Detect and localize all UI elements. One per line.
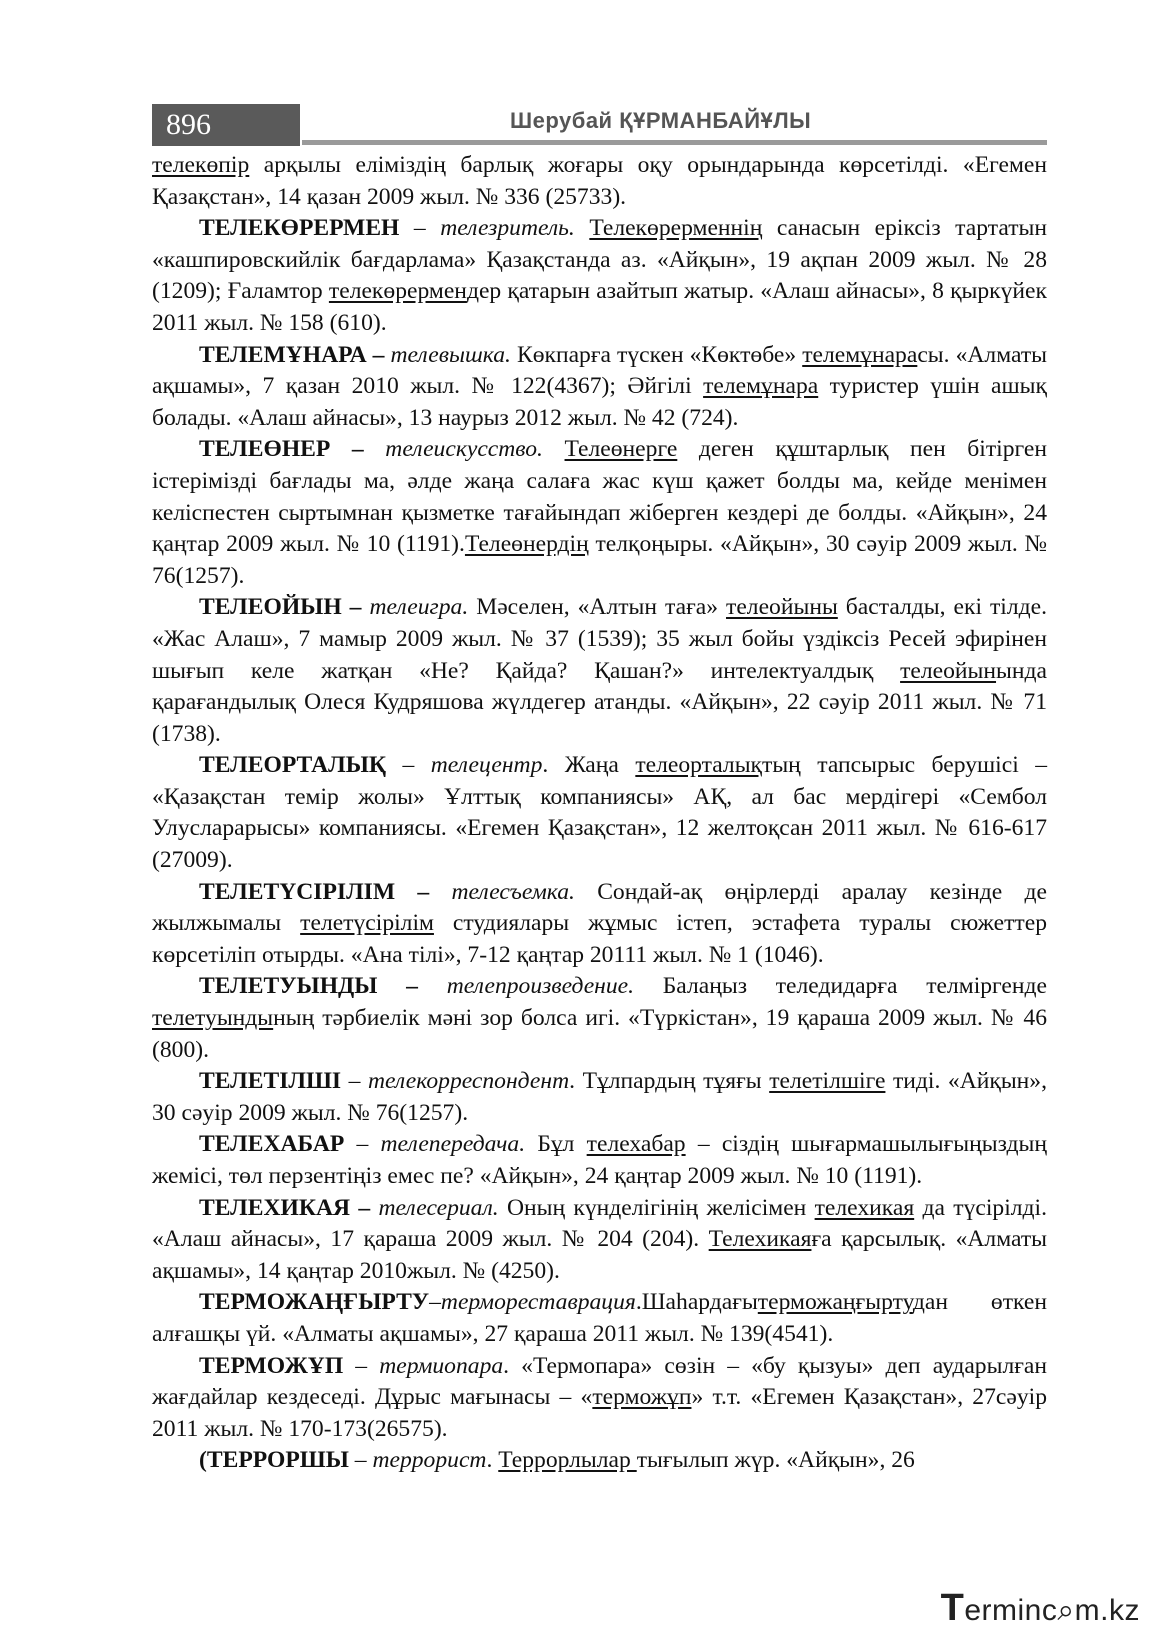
- russian-translation: телесериал.: [378, 1194, 499, 1221]
- text-run: ында қарағандылық Олеся Кудряшова жүлдегер атанды. «Айқын», 22 сәуір 2011 жыл. № 71 (1738).: [152, 657, 1047, 747]
- underlined-term: телетуынды: [152, 1005, 274, 1032]
- watermark-text: erminc: [964, 1594, 1058, 1627]
- headword: (ТЕРРОРШЫ: [199, 1447, 349, 1474]
- text-run: [543, 436, 565, 462]
- underlined-term: телекөпір: [152, 152, 250, 178]
- text-run: Көкпарға түскен «Көктөбе»: [510, 341, 803, 368]
- underlined-term: телемұнара: [802, 341, 918, 368]
- headword: ТЕРМОЖҰП: [199, 1352, 344, 1379]
- text-run: – сіздің шығармашылығыңыздың жемісі, төл перзентіңіз емес пе? «Айқын», 24 қаңтар 2009 жыл. № 10 (1191).: [152, 1131, 1048, 1189]
- dictionary-entry: [152, 1287, 1047, 1350]
- russian-translation: телекорреспондент: [367, 1068, 570, 1095]
- text-run: туристер үшін ашық болады. «Алаш айнасы», 13 наурыз 2012 жыл. № 42 (724).: [152, 373, 1047, 431]
- headword: ТЕЛЕХИКАЯ –: [199, 1194, 371, 1221]
- russian-translation: термореставрация: [440, 1289, 636, 1316]
- text-run: ның тәрбиелік мәні зор болса игі. «Түркістан», 19 қараша 2009 жыл. № 46 (800).: [152, 1005, 1047, 1063]
- text-run: Бұл: [525, 1131, 587, 1158]
- underlined-term: телеойын: [900, 657, 997, 684]
- headword: ТЕЛЕТҮСІРІЛІМ –: [199, 878, 430, 905]
- dictionary-entry: [152, 750, 1047, 876]
- headword: ТЕЛЕХАБАР: [199, 1131, 345, 1158]
- underlined-term: телетүсірілім: [300, 910, 434, 937]
- text-run: –: [343, 1352, 380, 1379]
- text-run: [575, 215, 590, 241]
- dictionary-entry: [152, 1445, 1047, 1477]
- text-run: арқылы еліміздің барлық жоғары оқу орындарында көрсетілді. «Егемен Қазақстан», 14 қазан 2009 жыл. № 336 (25733).: [152, 152, 1047, 210]
- russian-translation: террорист: [372, 1447, 487, 1474]
- headword: ТЕЛЕКӨРЕРМЕН: [199, 215, 400, 242]
- underlined-term: телехикая: [814, 1194, 915, 1221]
- text-run: санасын еріксіз тартатын «кашпировскийлік бағдарлама» Қазақстанда аз. «Айқын», 19 ақпан 2009 жыл. № 28 (1209); Ғаламтор: [152, 215, 1047, 305]
- text-run: . Тұлпардың тұяғы: [569, 1068, 770, 1095]
- dictionary-entry: [152, 1193, 1047, 1288]
- underlined-term: терможұп: [592, 1384, 692, 1411]
- text-run: –: [429, 1289, 441, 1316]
- dictionary-text: [152, 150, 1047, 1477]
- dictionary-entry: [152, 434, 1047, 592]
- magnifier-icon: ⌕: [1057, 1594, 1075, 1627]
- text-run: –: [344, 1131, 381, 1158]
- header-rule: [302, 140, 1047, 145]
- dictionary-entry: [152, 877, 1047, 972]
- text-run: тың тапсырыс берушісі – «Қазақстан темір жолы» Ұлттық компаниясы» АҚ, ал бас мердігері «Сембол Улусларарысы» компаниясы. «Егемен Қазақстан», 12 желтоқсан 2011 жыл. № 616-617 (27009).: [152, 752, 1047, 874]
- text-run: дер қатарын азайтып жатыр. «Алаш айнасы», 8 қыркүйек 2011 жыл. № 158 (610).: [152, 278, 1047, 336]
- russian-translation: телепередача.: [380, 1131, 526, 1158]
- termincom-watermark[interactable]: [941, 1587, 1140, 1630]
- text-run: деген құштарлық пен бітірген істерімізді бағлады ма, әлде жаңа салаға жас күш қажет болды ма, кейде менімен келіспестен сыртымнан қызметке тағайындап жіберген кездері де болды. «Айқын», 24 қаңтар 2009 жыл. № 10 (1191).: [152, 436, 1047, 558]
- text-run: [364, 436, 386, 462]
- russian-translation: телесъемка.: [451, 878, 575, 905]
- dictionary-entry: [152, 592, 1047, 750]
- text-run: .Шаһардағы: [635, 1289, 758, 1316]
- underlined-term: телехабар: [586, 1131, 686, 1158]
- text-run: Балаңыз теледидарға телміргенде: [634, 973, 1047, 1000]
- underlined-term: телекөрермен: [328, 278, 467, 305]
- underlined-term: терможаңғырту: [757, 1289, 913, 1316]
- text-run: студиялары жұмыс істеп, эстафета туралы сюжеттер көрсетіліп отырды. «Ана тілі», 7-12 қаңтар 20111 жыл. № 1 (1046).: [152, 910, 1047, 968]
- headword: ТЕЛЕОЙЫН –: [199, 594, 362, 621]
- underlined-term: телеорталық: [635, 752, 763, 779]
- text-run: Сондай-ақ өңірлерді аралау кезінде де жылжымалы: [152, 878, 1048, 937]
- text-run: тиді. «Айқын», 30 сәуір 2009 жыл. № 76(1257).: [152, 1068, 1047, 1126]
- underlined-term: телетілшіге: [769, 1068, 886, 1095]
- text-run: –: [386, 752, 431, 779]
- text-run: телқоңыры. «Айқын», 30 сәуір 2009 жыл. № 76(1257).: [152, 531, 1047, 589]
- text-run: сы. «Алматы ақшамы», 7 қазан 2010 жыл. № 122(4367); Әйгілі: [152, 341, 1047, 400]
- headword: ТЕЛЕМҰНАРА –: [199, 341, 385, 368]
- russian-translation: телепроизведение.: [446, 973, 635, 1000]
- dictionary-entry: [152, 1129, 1047, 1192]
- headword: ТЕЛЕТУЫНДЫ –: [199, 973, 418, 1000]
- underlined-term: Телеөнерге: [564, 436, 678, 463]
- page-header: [152, 104, 1047, 146]
- text-run: . Жаңа: [542, 752, 636, 779]
- russian-translation: телецентр: [430, 752, 543, 779]
- watermark-first-letter: T: [940, 1587, 965, 1629]
- russian-translation: телеискусство.: [385, 436, 543, 463]
- russian-translation: телезритель.: [440, 215, 575, 242]
- watermark-suffix: m.kz: [1074, 1594, 1140, 1627]
- dictionary-entry: [152, 1066, 1047, 1129]
- text-run: да түсірілді. «Алаш айнасы», 17 қараша 2009 жыл. № 204 (204).: [152, 1194, 1047, 1253]
- text-run: –: [348, 1447, 373, 1474]
- underlined-term: Террорлылар: [498, 1447, 637, 1474]
- text-run: .: [486, 1447, 499, 1474]
- headword: ТЕЛЕӨНЕР –: [199, 436, 364, 463]
- underlined-term: телемұнара: [703, 373, 819, 400]
- text-run: » т.т. «Егемен Қазақстан», 27сәуір 2011 жыл. № 170-173(26575).: [152, 1384, 1047, 1442]
- text-run: –: [399, 215, 441, 242]
- dictionary-entry: [152, 1351, 1047, 1446]
- headword: ТЕЛЕОРТАЛЫҚ: [199, 752, 386, 779]
- text-run: [429, 879, 451, 905]
- headword: ТЕРМОЖАҢҒЫРТУ: [199, 1289, 430, 1316]
- text-run: –: [341, 1068, 368, 1095]
- headword: ТЕЛЕТІЛШІ: [199, 1068, 342, 1095]
- text-run: [418, 973, 447, 999]
- underlined-term: телеойыны: [726, 594, 838, 621]
- text-run: басталды, екі тілде. «Жас Алаш», 7 мамыр 2009 жыл. № 37 (1539); 35 жыл бойы үздіксіз Ресей эфирінен шығып келе жатқан «Не? Қайда? Қашан?» интелектуалдық: [152, 594, 1047, 684]
- underlined-term: Телехикая: [708, 1226, 812, 1253]
- underlined-term: Телекөрерменнің: [589, 215, 763, 242]
- text-run: Мәселен, «Алтын таға»: [468, 594, 727, 621]
- dictionary-entry: [152, 340, 1047, 435]
- dictionary-entry: [152, 213, 1047, 339]
- text-run: дан өткен алғашқы үй. «Алматы ақшамы», 27 қараша 2011 жыл. № 139(4541).: [152, 1289, 1047, 1347]
- russian-translation: термиопара: [379, 1352, 504, 1379]
- running-head-author: Шерубай ҚҰРМАНБАЙҰЛЫ: [510, 108, 812, 133]
- text-run: ға қарсылық. «Алматы ақшамы», 14 қаңтар 2010жыл. № (4250).: [152, 1226, 1047, 1284]
- dictionary-entry: [152, 971, 1047, 1066]
- russian-translation: телеигра.: [369, 594, 469, 621]
- text-run: . «Термопара» сөзін – «бу қызуы» деп аударылған жағдайлар кездеседі. Дұрыс мағынасы – «: [152, 1352, 1048, 1411]
- russian-translation: телевышка.: [390, 341, 511, 368]
- page-number: 896: [152, 104, 300, 146]
- continued-paragraph: [152, 150, 1047, 213]
- underlined-term: Телеөнердің: [464, 531, 589, 558]
- text-run: Оның күнделігінің желісімен: [498, 1194, 815, 1221]
- text-run: тығылып жүр. «Айқын», 26: [636, 1447, 915, 1474]
